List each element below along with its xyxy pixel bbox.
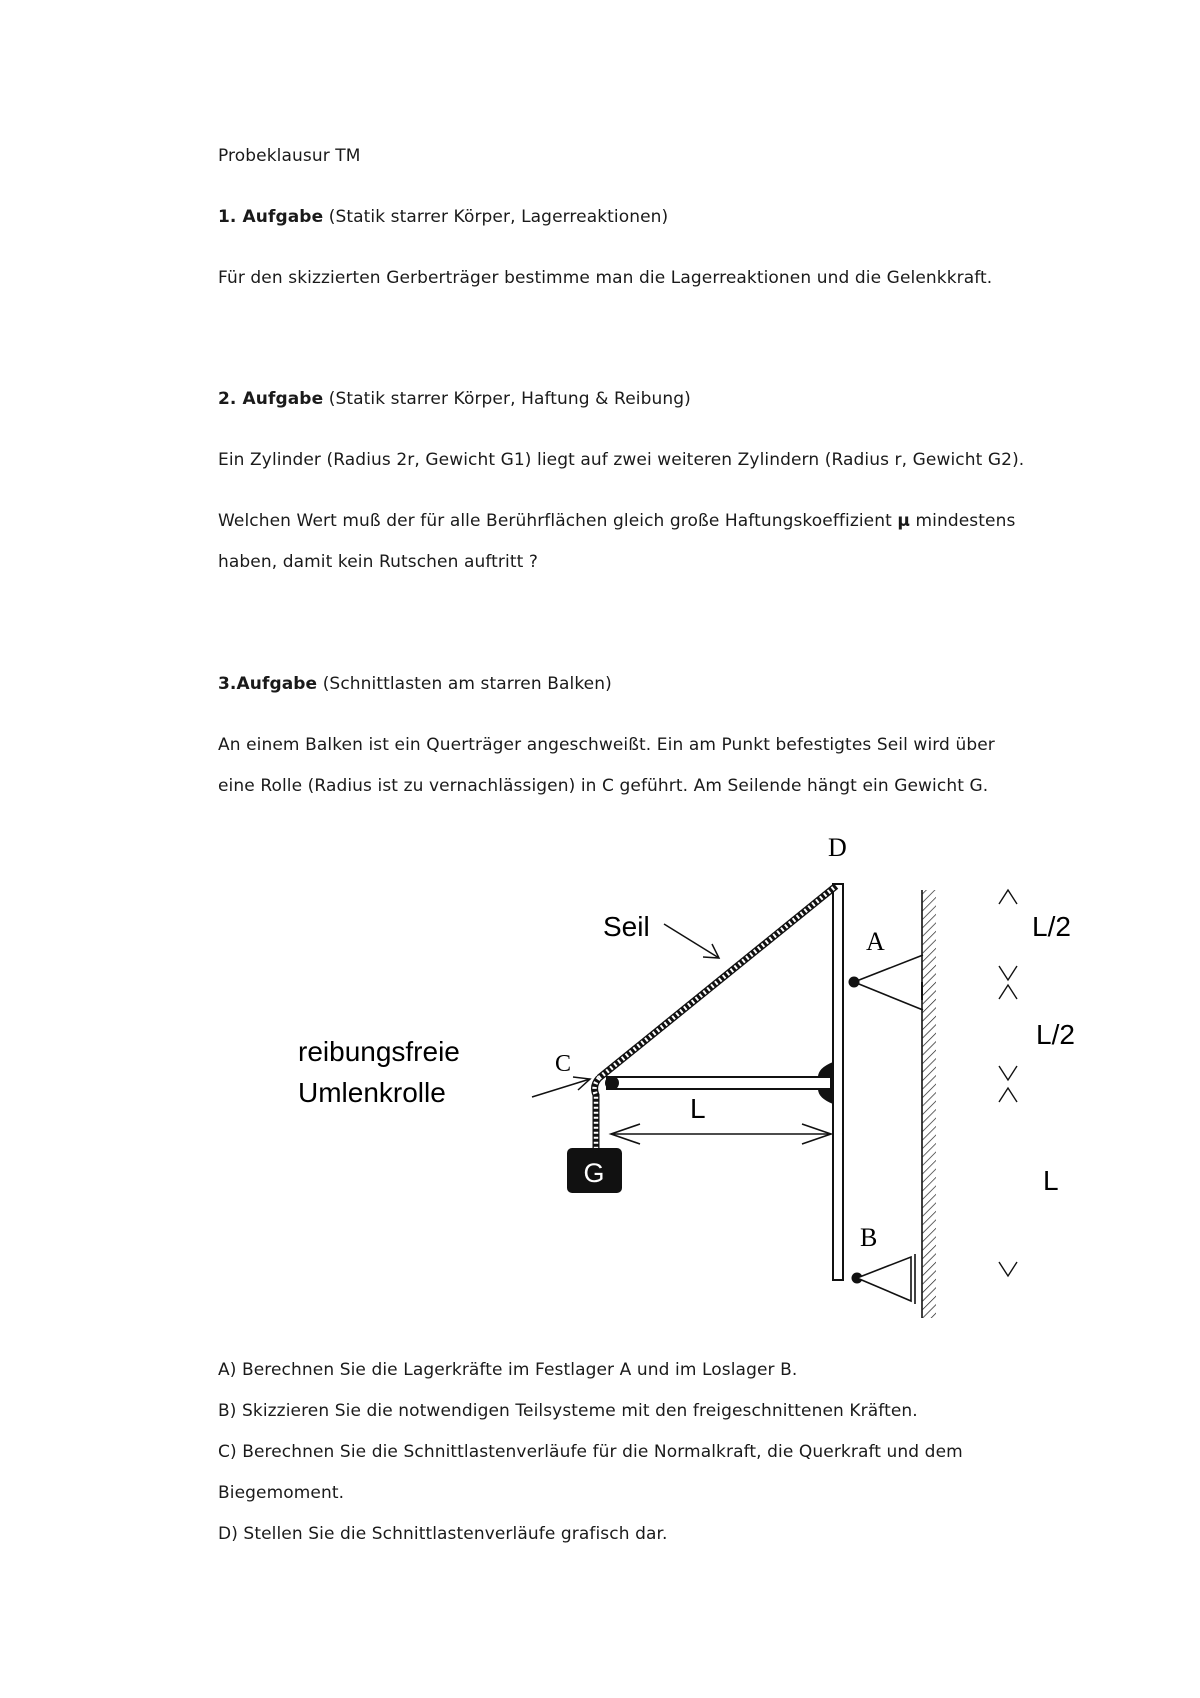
- document-title: Probeklausur TM: [218, 146, 361, 166]
- label-seil: Seil: [603, 911, 650, 942]
- roller-pointer-arrow: [532, 1077, 590, 1097]
- task2-mu-symbol: µ: [897, 511, 910, 531]
- task2-heading-bold: 2. Aufgabe: [218, 389, 324, 409]
- label-c: C: [555, 1051, 572, 1077]
- task2-line2-post: mindestens: [909, 511, 1016, 531]
- question-c: C) Berechnen Sie die Schnittlastenverläufe für die Normalkraft, die Querkraft und dem: [218, 1442, 963, 1462]
- weight-label: G: [583, 1158, 605, 1188]
- task3-line2: eine Rolle (Radius ist zu vernachlässigen) in C geführt. Am Seilende hängt ein Gewicht G.: [218, 776, 989, 796]
- wall-hatching: [922, 890, 936, 1318]
- label-roller-line2: Umlenkrolle: [298, 1077, 446, 1108]
- label-beam-length: L: [690, 1093, 706, 1124]
- question-d: D) Stellen Sie die Schnittlastenverläufe grafisch dar.: [218, 1524, 668, 1544]
- support-b: [852, 1254, 916, 1304]
- task2-heading-topic: (Statik starrer Körper, Haftung & Reibung): [323, 389, 691, 409]
- task3-line1: An einem Balken ist ein Querträger angeschweißt. Ein am Punkt befestigtes Seil wird über: [218, 735, 995, 755]
- cross-beam: [605, 1062, 833, 1104]
- dimension-arrow-l: [611, 1124, 831, 1144]
- label-d: D: [828, 833, 847, 862]
- dimension-label-2: L/2: [1036, 1019, 1075, 1050]
- support-a: [849, 955, 924, 1010]
- dimension-label-1: L/2: [1032, 911, 1071, 942]
- label-roller-line1: reibungsfreie: [298, 1036, 460, 1067]
- dimension-label-3: L: [1043, 1165, 1059, 1196]
- task1-text: Für den skizzierten Gerberträger bestimme man die Lagerreaktionen und die Gelenkkraft.: [218, 268, 993, 288]
- seil-pointer-arrow: [664, 924, 719, 958]
- task1-heading-bold: 1. Aufgabe: [218, 207, 324, 227]
- task3-heading-topic: (Schnittlasten am starren Balken): [317, 674, 612, 694]
- question-b: B) Skizzieren Sie die notwendigen Teilsysteme mit den freigeschnittenen Kräften.: [218, 1401, 918, 1421]
- question-a: A) Berechnen Sie die Lagerkräfte im Festlager A und im Loslager B.: [218, 1360, 798, 1380]
- task1-heading-topic: (Statik starrer Körper, Lagerreaktionen): [323, 207, 669, 227]
- label-b: B: [860, 1223, 878, 1252]
- task3-heading-bold: 3.Aufgabe: [218, 674, 318, 694]
- vertical-beam: [833, 884, 843, 1280]
- label-a: A: [866, 927, 885, 956]
- question-c-continued: Biegemoment.: [218, 1483, 345, 1503]
- dimension-chain: [999, 890, 1017, 1276]
- task2-line2-pre: Welchen Wert muß der für alle Berührflächen gleich große Haftungskoeffizient: [218, 511, 898, 531]
- task2-line3: haben, damit kein Rutschen auftritt ?: [218, 552, 539, 572]
- task2-line1: Ein Zylinder (Radius 2r, Gewicht G1) liegt auf zwei weiteren Zylindern (Radius r, Gewicht G2).: [218, 450, 1025, 470]
